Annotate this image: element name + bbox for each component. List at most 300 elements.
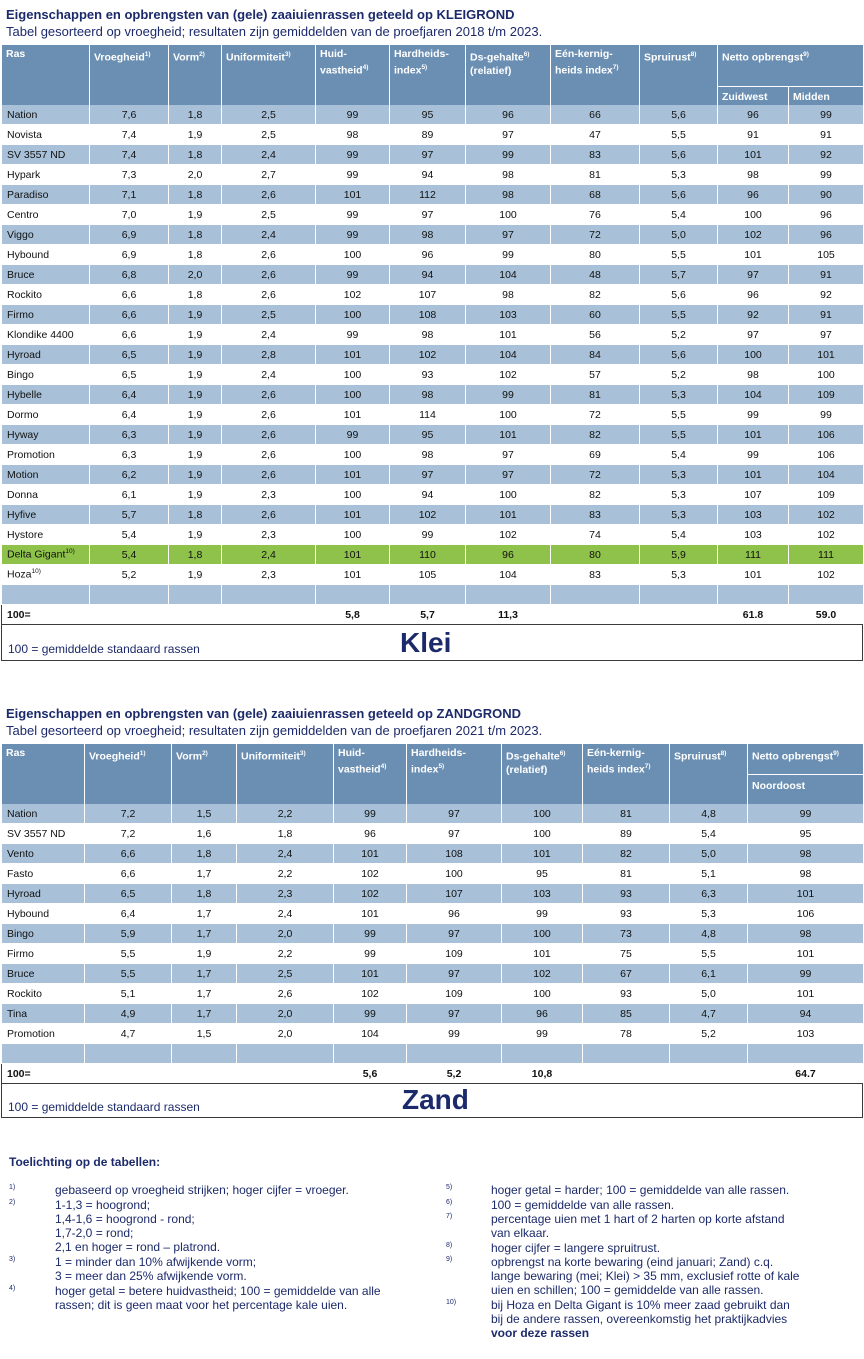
table-row <box>2 824 864 844</box>
klei-legend-box <box>1 624 863 661</box>
table-cell: 78 <box>583 1024 670 1044</box>
table-cell: 4,8 <box>670 804 748 824</box>
table-cell: 100 <box>407 864 502 884</box>
table-cell: 1,8 <box>169 545 222 565</box>
table-cell: 2,6 <box>222 425 316 445</box>
footnote-number: 7) <box>446 1213 453 1220</box>
table-cell: 60 <box>551 305 640 325</box>
table-cell: 101 <box>316 185 390 205</box>
table-cell: 100 <box>789 365 864 385</box>
col-ds-gehalte: Ds-gehalte$^{6)}$ (relatief) <box>466 45 551 105</box>
table-cell: 108 <box>407 844 502 864</box>
table-cell: 2,3 <box>222 565 316 585</box>
table-cell: 99 <box>718 445 789 465</box>
table-cell: 1,7 <box>172 1004 237 1024</box>
spacer-cell <box>237 1044 334 1064</box>
table-cell: 102 <box>390 345 466 365</box>
reference-value: 5,7 <box>390 605 466 625</box>
table-cell: 99 <box>316 105 390 125</box>
col-uniformiteit: Uniformiteit$^{3)}$ <box>222 45 316 105</box>
table-cell: 101 <box>316 545 390 565</box>
table-cell: 102 <box>316 285 390 305</box>
table-cell: 2,3 <box>222 485 316 505</box>
variety-name: Hypark <box>2 165 90 185</box>
table-cell: 1,8 <box>169 185 222 205</box>
table-cell: 5,6 <box>640 185 718 205</box>
table-cell: 98 <box>316 125 390 145</box>
col-ras: Ras <box>2 744 85 804</box>
zand-soil-label: Zand <box>402 1084 469 1115</box>
variety-name: Vento <box>2 844 85 864</box>
table-cell: 91 <box>789 125 864 145</box>
variety-name: Hybelle <box>2 385 90 405</box>
table-cell: 109 <box>407 944 502 964</box>
table-cell: 1,8 <box>172 844 237 864</box>
table-cell: 102 <box>789 505 864 525</box>
table-cell: 1,9 <box>169 525 222 545</box>
table-cell: 7,4 <box>90 145 169 165</box>
table-cell: 100 <box>718 205 789 225</box>
table-cell: 4,9 <box>85 1004 172 1024</box>
table-cell: 96 <box>502 1004 583 1024</box>
table-row <box>2 964 864 984</box>
table-cell: 94 <box>390 485 466 505</box>
table-cell: 75 <box>583 944 670 964</box>
table-cell: 99 <box>789 165 864 185</box>
table-row <box>2 105 864 125</box>
table-cell: 5,6 <box>640 145 718 165</box>
table-row <box>2 1004 864 1024</box>
col-vroegheid: Vroegheid$^{1)}$ <box>85 744 172 804</box>
table-cell: 5,4 <box>670 824 748 844</box>
table-cell: 100 <box>316 445 390 465</box>
table-cell: 99 <box>466 145 551 165</box>
table-cell: 91 <box>789 265 864 285</box>
footnote-number: 4) <box>9 1285 16 1292</box>
table-cell: 6,3 <box>90 445 169 465</box>
table-cell: 1,9 <box>169 365 222 385</box>
table-cell: 5,5 <box>640 405 718 425</box>
table-cell: 100 <box>502 924 583 944</box>
table-cell: 98 <box>466 185 551 205</box>
reference-value: 61.8 <box>718 605 789 625</box>
variety-name: Fasto <box>2 864 85 884</box>
table-cell: 104 <box>334 1024 407 1044</box>
table-cell: 7,2 <box>85 824 172 844</box>
table-cell: 101 <box>502 844 583 864</box>
spacer-cell <box>583 1044 670 1064</box>
table-cell: 95 <box>502 864 583 884</box>
reference-value <box>670 1064 748 1084</box>
table-cell: 5,0 <box>640 225 718 245</box>
reference-value: 10,8 <box>502 1064 583 1084</box>
table-cell: 47 <box>551 125 640 145</box>
table-cell: 81 <box>583 804 670 824</box>
col-huidvastheid: Huid- vastheid$^{4)}$ <box>316 45 390 105</box>
footnote-line: gebaseerd op vroegheid strijken; hoger cijfer = vroeger. <box>55 1183 349 1197</box>
table-cell: 106 <box>789 425 864 445</box>
variety-name: Paradiso <box>2 185 90 205</box>
table-cell: 93 <box>390 365 466 385</box>
col-hardheidsindex: Hardheids- index$^{5)}$ <box>407 744 502 804</box>
table-cell: 99 <box>789 405 864 425</box>
table-cell: 98 <box>390 445 466 465</box>
col-spruitrust: Spruirust$^{8)}$ <box>640 45 718 105</box>
table-row <box>2 345 864 365</box>
table-cell: 103 <box>718 525 789 545</box>
table-cell: 5,5 <box>640 245 718 265</box>
reference-value: 59.0 <box>789 605 864 625</box>
footnote-number: 3) <box>9 1256 16 1263</box>
table-cell: 5,4 <box>90 545 169 565</box>
table-cell: 2,3 <box>222 525 316 545</box>
table-cell: 97 <box>390 465 466 485</box>
variety-name: Nation <box>2 804 85 824</box>
reference-value: 64.7 <box>748 1064 864 1084</box>
footnote-line: rassen; dit is geen maat voor het percentage kale uien. <box>55 1298 348 1312</box>
table-cell: 90 <box>789 185 864 205</box>
table-cell: 101 <box>334 904 407 924</box>
table-cell: 110 <box>390 545 466 565</box>
table-cell: 5,7 <box>90 505 169 525</box>
table-row <box>2 425 864 445</box>
table-cell: 6,9 <box>90 245 169 265</box>
table-cell: 6,8 <box>90 265 169 285</box>
table-cell: 1,8 <box>169 505 222 525</box>
table-cell: 2,4 <box>222 545 316 565</box>
table-cell: 101 <box>316 345 390 365</box>
table-row <box>2 225 864 245</box>
table-cell: 2,6 <box>222 505 316 525</box>
table-cell: 104 <box>466 265 551 285</box>
spacer-cell <box>466 585 551 605</box>
variety-name: Hyway <box>2 425 90 445</box>
table-row <box>2 265 864 285</box>
table-cell: 7,6 <box>90 105 169 125</box>
col-spruitrust: Spruirust$^{8)}$ <box>670 744 748 804</box>
spacer-cell <box>2 585 90 605</box>
footnote-line: hoger cijfer = langere spruitrust. <box>491 1241 661 1255</box>
col-zuidwest: Zuidwest <box>718 86 789 105</box>
table-cell: 97 <box>407 824 502 844</box>
table-cell: 7,3 <box>90 165 169 185</box>
table-cell: 2,5 <box>222 125 316 145</box>
variety-name: Bingo <box>2 365 90 385</box>
footnote-line: 1,7-2,0 = rond; <box>55 1226 134 1240</box>
table-cell: 104 <box>789 465 864 485</box>
table-cell: 96 <box>718 285 789 305</box>
table-cell: 5,9 <box>640 545 718 565</box>
spacer-cell <box>316 585 390 605</box>
table-cell: 105 <box>789 245 864 265</box>
table-cell: 6,3 <box>670 884 748 904</box>
spacer-cell <box>90 585 169 605</box>
table-cell: 6,5 <box>90 345 169 365</box>
table-cell: 98 <box>718 365 789 385</box>
table-cell: 109 <box>407 984 502 1004</box>
table-cell: 94 <box>390 165 466 185</box>
table-cell: 97 <box>407 964 502 984</box>
spacer-cell <box>551 585 640 605</box>
table-cell: 1,7 <box>172 864 237 884</box>
table-cell: 107 <box>407 884 502 904</box>
table-cell: 5,3 <box>640 565 718 585</box>
variety-name: Hyroad <box>2 345 90 365</box>
table-cell: 66 <box>551 105 640 125</box>
table-cell: 92 <box>718 305 789 325</box>
table-cell: 69 <box>551 445 640 465</box>
variety-name: Rockito <box>2 285 90 305</box>
klei-standard-note: 100 = gemiddelde standaard rassen <box>8 642 200 656</box>
table-cell: 99 <box>748 804 864 824</box>
spacer-cell <box>640 585 718 605</box>
variety-name: Viggo <box>2 225 90 245</box>
col-netto-opbrengst: Netto opbrengst$^{9)}$ <box>748 744 864 774</box>
table-cell: 97 <box>407 1004 502 1024</box>
spacer-cell <box>718 585 789 605</box>
table-cell: 100 <box>316 525 390 545</box>
table-cell: 2,0 <box>169 165 222 185</box>
table-cell: 5,1 <box>85 984 172 1004</box>
zand-subtitle: Tabel gesorteerd op vroegheid; resultaten zijn gemiddelden van de proefjaren 2021 t/m 2023. <box>6 723 543 738</box>
table-cell: 95 <box>748 824 864 844</box>
toelichting-title: Toelichting op de tabellen: <box>9 1155 161 1169</box>
col-huidvastheid: Huid- vastheid$^{4)}$ <box>334 744 407 804</box>
table-row <box>2 545 864 565</box>
variety-name: Hybound <box>2 245 90 265</box>
table-cell: 101 <box>718 465 789 485</box>
klei-subtitle: Tabel gesorteerd op vroegheid; resultaten zijn gemiddelden van de proefjaren 2018 t/m 2023. <box>6 24 543 39</box>
table-cell: 101 <box>334 964 407 984</box>
table-row <box>2 165 864 185</box>
variety-name: Delta Gigant$^{10)}$ <box>2 545 90 565</box>
spacer-row <box>2 1044 864 1064</box>
table-cell: 2,4 <box>222 325 316 345</box>
reference-value <box>169 605 222 625</box>
spacer-cell <box>502 1044 583 1064</box>
table-cell: 5,5 <box>640 425 718 445</box>
table-cell: 104 <box>466 565 551 585</box>
table-cell: 1,7 <box>172 904 237 924</box>
table-cell: 95 <box>390 105 466 125</box>
table-cell: 6,6 <box>85 864 172 884</box>
table-cell: 6,6 <box>90 285 169 305</box>
table-cell: 103 <box>466 305 551 325</box>
table-cell: 2,2 <box>237 864 334 884</box>
table-cell: 97 <box>789 325 864 345</box>
table-cell: 100 <box>466 205 551 225</box>
table-cell: 5,3 <box>670 904 748 924</box>
footnote-line: hoger getal = betere huidvastheid; 100 = gemiddelde van alle <box>55 1284 381 1298</box>
col-uniformiteit: Uniformiteit$^{3)}$ <box>237 744 334 804</box>
table-cell: 91 <box>789 305 864 325</box>
table-cell: 81 <box>551 165 640 185</box>
footnote-number: 5) <box>446 1184 453 1191</box>
footnote-line: 1 = minder dan 10% afwijkende vorm; <box>55 1255 257 1269</box>
table-cell: 97 <box>466 225 551 245</box>
table-cell: 2,6 <box>237 984 334 1004</box>
table-cell: 5,2 <box>670 1024 748 1044</box>
table-cell: 6,5 <box>90 365 169 385</box>
klei-soil-label: Klei <box>400 627 452 658</box>
table-row <box>2 145 864 165</box>
table-cell: 98 <box>718 165 789 185</box>
table-cell: 5,0 <box>670 844 748 864</box>
table-cell: 96 <box>466 545 551 565</box>
table-cell: 2,6 <box>222 465 316 485</box>
table-cell: 101 <box>502 944 583 964</box>
col-eenkernigheid: Eén-kernig- heids index$^{7)}$ <box>551 45 640 105</box>
table-row <box>2 465 864 485</box>
table-cell: 1,7 <box>172 984 237 1004</box>
table-cell: 5,3 <box>640 505 718 525</box>
table-cell: 2,8 <box>222 345 316 365</box>
spacer-cell <box>169 585 222 605</box>
footnote-line: hoger getal = harder; 100 = gemiddelde van alle rassen. <box>491 1183 790 1197</box>
table-row <box>2 884 864 904</box>
table-row <box>2 385 864 405</box>
table-cell: 101 <box>316 505 390 525</box>
table-cell: 6,4 <box>90 405 169 425</box>
reference-value: 5,8 <box>316 605 390 625</box>
table-row <box>2 185 864 205</box>
table-cell: 5,3 <box>640 465 718 485</box>
variety-name: Hyroad <box>2 884 85 904</box>
table-cell: 101 <box>466 425 551 445</box>
table-cell: 100 <box>502 824 583 844</box>
table-cell: 98 <box>390 325 466 345</box>
table-cell: 82 <box>551 485 640 505</box>
reference-value: 5,2 <box>407 1064 502 1084</box>
table-cell: 2,5 <box>222 205 316 225</box>
table-cell: 5,0 <box>670 984 748 1004</box>
table-cell: 6,1 <box>90 485 169 505</box>
variety-name: Tina <box>2 1004 85 1024</box>
klei-table <box>1 45 864 625</box>
table-row <box>2 565 864 585</box>
table-row <box>2 325 864 345</box>
table-cell: 102 <box>466 365 551 385</box>
table-cell: 5,2 <box>640 325 718 345</box>
table-row <box>2 944 864 964</box>
reference-value <box>85 1064 172 1084</box>
table-cell: 1,9 <box>169 205 222 225</box>
table-cell: 96 <box>466 105 551 125</box>
table-cell: 2,2 <box>237 804 334 824</box>
table-cell: 1,9 <box>169 125 222 145</box>
table-cell: 99 <box>718 405 789 425</box>
table-cell: 5,5 <box>85 964 172 984</box>
table-cell: 2,4 <box>237 844 334 864</box>
table-cell: 95 <box>390 425 466 445</box>
table-cell: 48 <box>551 265 640 285</box>
table-cell: 89 <box>390 125 466 145</box>
table-cell: 99 <box>334 804 407 824</box>
table-cell: 5,4 <box>90 525 169 545</box>
footnote-line: percentage uien met 1 hart of 2 harten op korte afstand <box>491 1212 785 1226</box>
table-cell: 1,9 <box>169 305 222 325</box>
table-row <box>2 365 864 385</box>
table-cell: 5,5 <box>670 944 748 964</box>
variety-name: Bruce <box>2 265 90 285</box>
col-vroegheid: Vroegheid$^{1)}$ <box>90 45 169 105</box>
footnote-line: van elkaar. <box>491 1226 550 1240</box>
table-cell: 102 <box>390 505 466 525</box>
variety-name: Centro <box>2 205 90 225</box>
table-cell: 2,2 <box>237 944 334 964</box>
table-row <box>2 844 864 864</box>
table-cell: 103 <box>502 884 583 904</box>
table-cell: 6,3 <box>90 425 169 445</box>
table-cell: 1,8 <box>169 245 222 265</box>
variety-name: Hoza$^{10)}$ <box>2 565 90 585</box>
table-cell: 5,3 <box>640 485 718 505</box>
table-cell: 1,8 <box>237 824 334 844</box>
zand-standard-note: 100 = gemiddelde standaard rassen <box>8 1100 200 1114</box>
table-row <box>2 285 864 305</box>
table-cell: 114 <box>390 405 466 425</box>
col-vorm: Vorm$^{2)}$ <box>169 45 222 105</box>
table-cell: 112 <box>390 185 466 205</box>
table-cell: 2,6 <box>222 385 316 405</box>
table-cell: 106 <box>748 904 864 924</box>
table-row <box>2 525 864 545</box>
col-noordoost: Noordoost <box>748 774 864 804</box>
table-cell: 1,8 <box>169 285 222 305</box>
table-cell: 100 <box>316 485 390 505</box>
table-cell: 1,9 <box>169 485 222 505</box>
col-vorm: Vorm$^{2)}$ <box>172 744 237 804</box>
col-ds-gehalte: Ds-gehalte$^{6)}$ (relatief) <box>502 744 583 804</box>
table-cell: 84 <box>551 345 640 365</box>
table-row <box>2 445 864 465</box>
variety-name: Firmo <box>2 305 90 325</box>
table-cell: 1,8 <box>169 225 222 245</box>
spacer-row <box>2 585 864 605</box>
variety-name: Nation <box>2 105 90 125</box>
table-cell: 2,4 <box>222 225 316 245</box>
table-cell: 101 <box>316 405 390 425</box>
table-row <box>2 924 864 944</box>
table-cell: 2,6 <box>222 405 316 425</box>
table-cell: 2,6 <box>222 445 316 465</box>
table-row <box>2 205 864 225</box>
table-cell: 68 <box>551 185 640 205</box>
col-eenkernigheid: Eén-kernig- heids index$^{7)}$ <box>583 744 670 804</box>
table-cell: 111 <box>718 545 789 565</box>
table-cell: 108 <box>390 305 466 325</box>
table-cell: 6,6 <box>90 325 169 345</box>
table-row <box>2 1024 864 1044</box>
variety-name: Dormo <box>2 405 90 425</box>
reference-value <box>640 605 718 625</box>
table-cell: 96 <box>390 245 466 265</box>
footnote-number: 2) <box>9 1199 16 1206</box>
footnote-number: 6) <box>446 1199 453 1206</box>
reference-value: 5,6 <box>334 1064 407 1084</box>
table-cell: 4,7 <box>85 1024 172 1044</box>
table-cell: 83 <box>551 505 640 525</box>
table-cell: 2,6 <box>222 285 316 305</box>
table-cell: 7,4 <box>90 125 169 145</box>
table-cell: 102 <box>334 984 407 1004</box>
table-cell: 100 <box>316 385 390 405</box>
table-cell: 99 <box>316 165 390 185</box>
reference-value <box>90 605 169 625</box>
col-midden: Midden <box>789 86 864 105</box>
table-cell: 1,8 <box>169 145 222 165</box>
reference-row <box>2 1064 864 1084</box>
